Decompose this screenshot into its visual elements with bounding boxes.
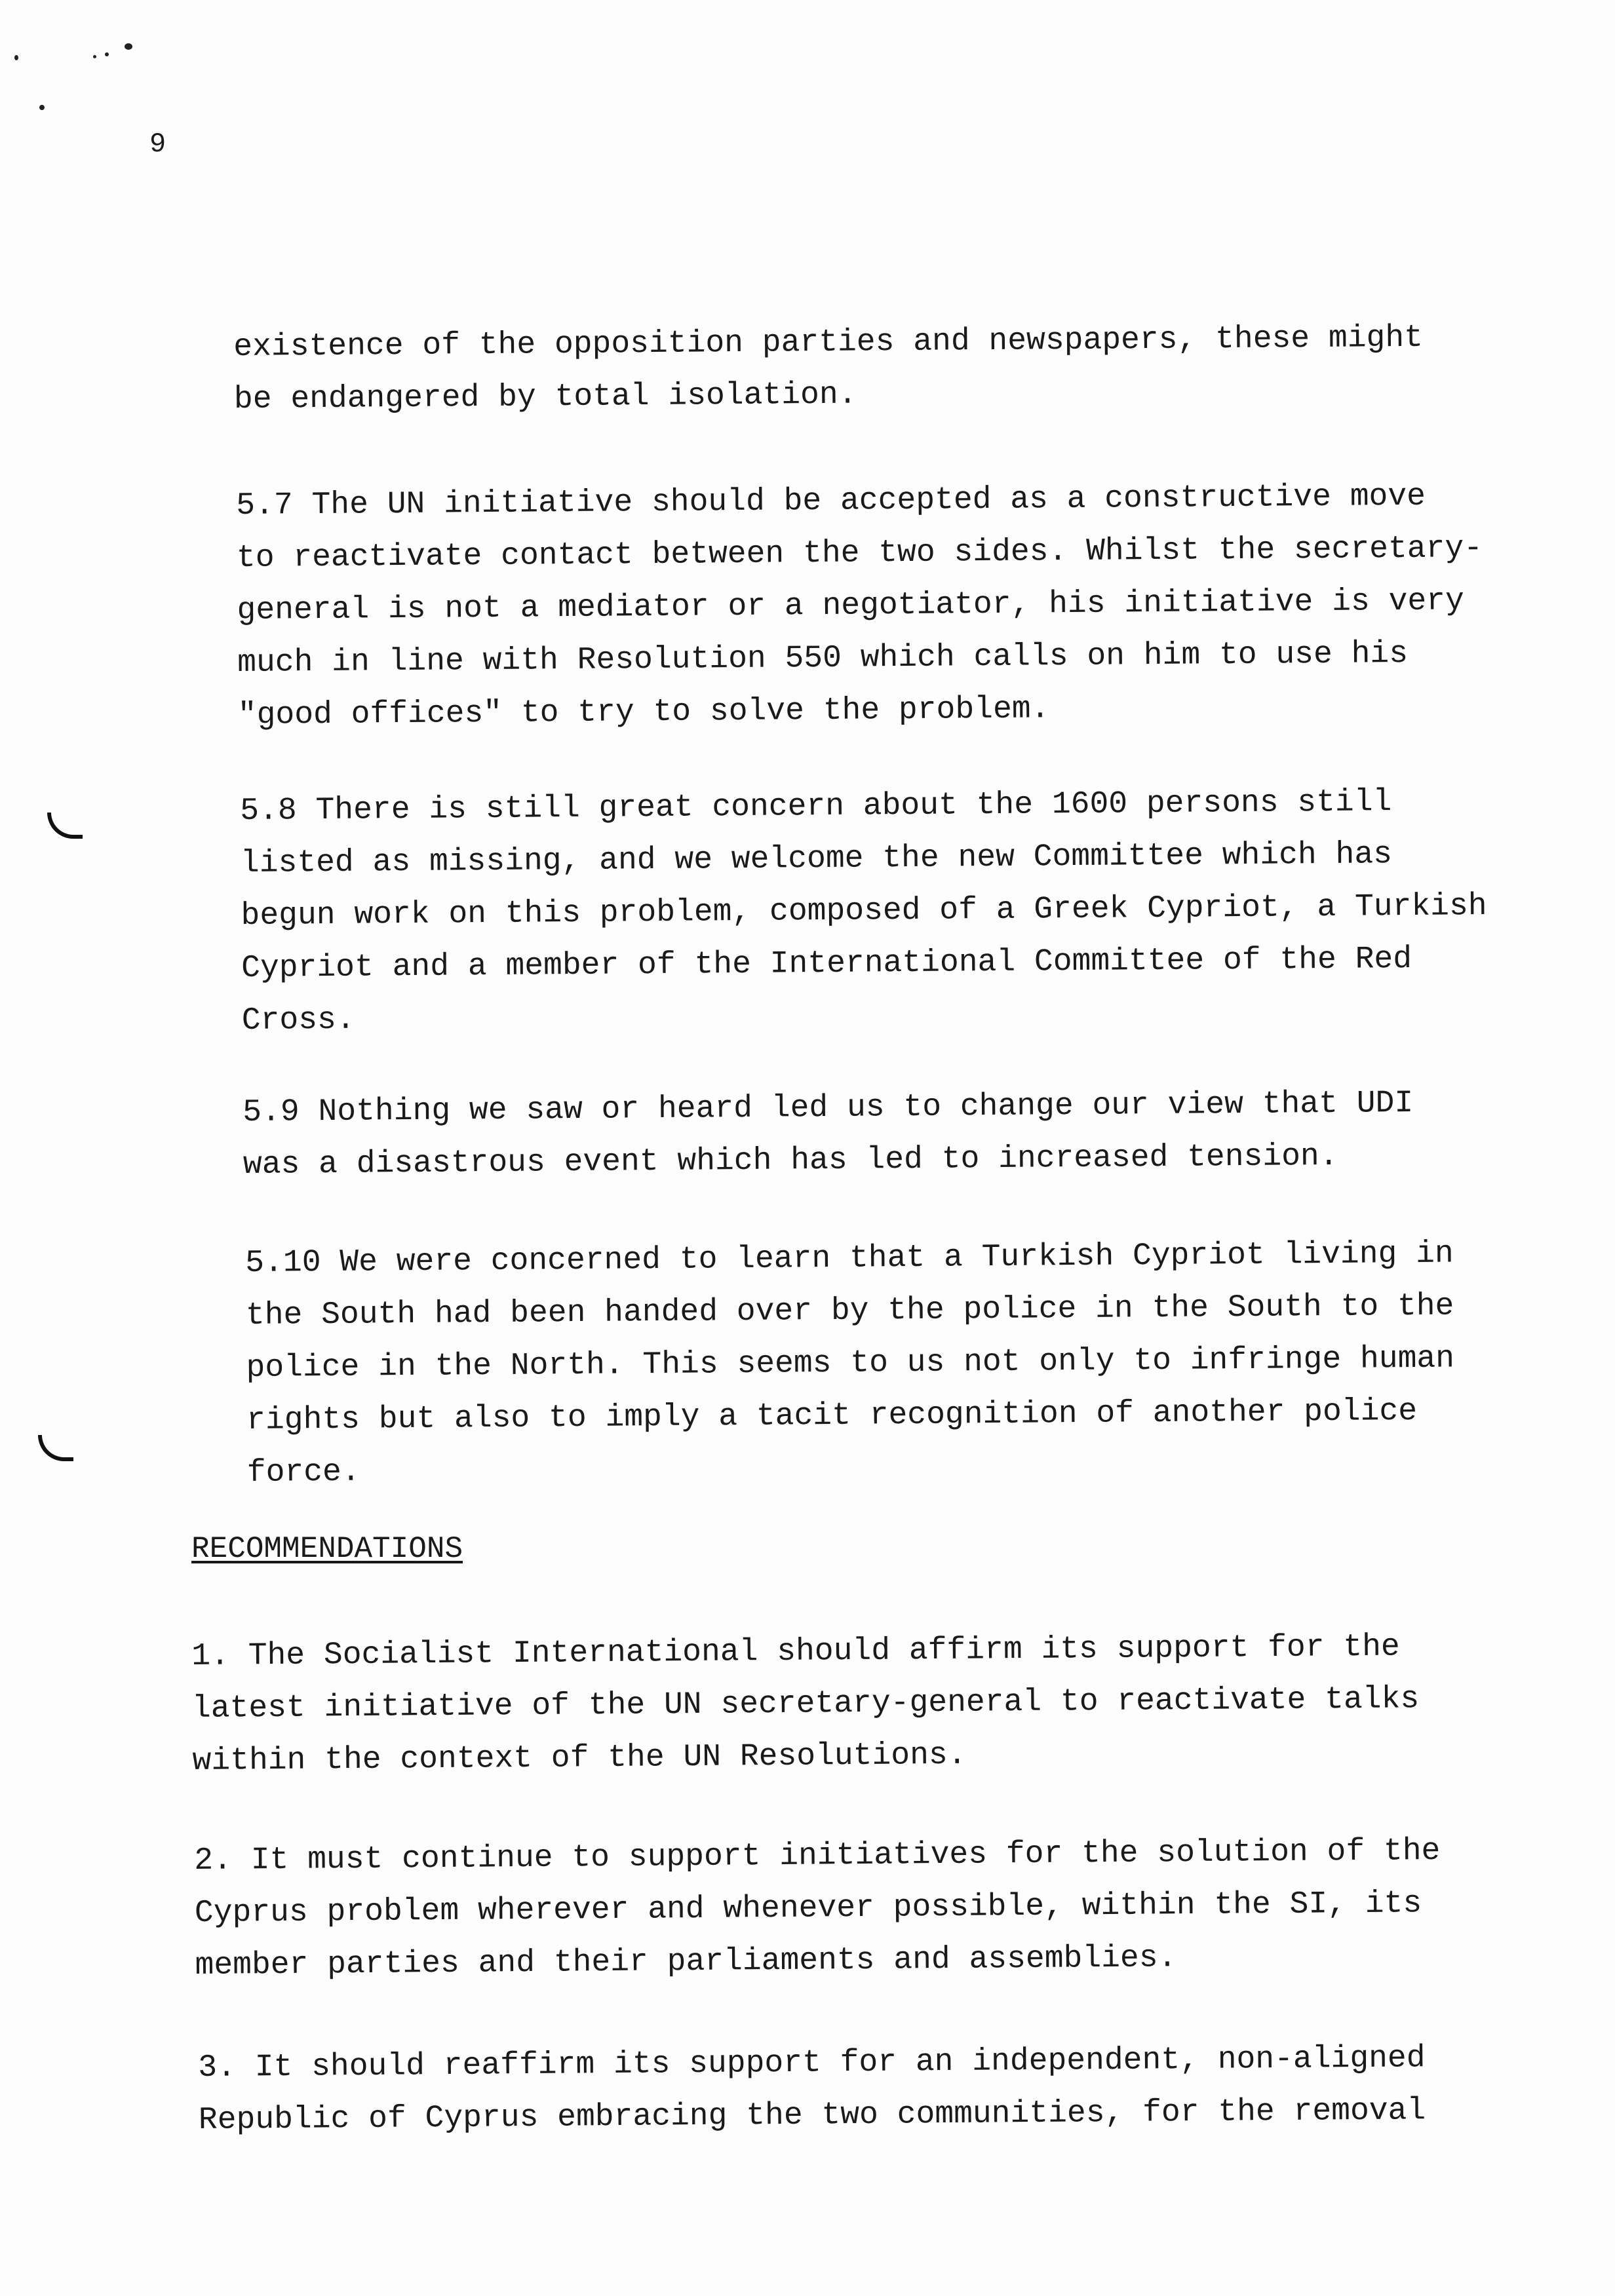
margin-mark (38, 1435, 73, 1461)
paragraph-line: latest initiative of the UN secretary-general to reactivate talks (191, 1681, 1420, 1727)
recommendations-heading: RECOMMENDATIONS (191, 1532, 463, 1566)
scan-speck (125, 43, 132, 50)
paragraph-line: listed as missing, and we welcome the new Committee which has (240, 837, 1393, 881)
paragraph-line: 2. It must continue to support initiatives for the solution of the (194, 1833, 1441, 1879)
recommendation-1 (191, 1620, 1420, 1788)
paragraph-line: within the context of the UN Resolutions. (192, 1737, 967, 1779)
paragraph-line: general is not a mediator or a negotiator, his initiative is very (237, 583, 1465, 628)
paragraph-line: member parties and their parliaments and assemblies. (195, 1940, 1177, 1983)
paragraph-line: the South had been handed over by the police in the South to the (245, 1288, 1454, 1333)
paragraph-5-8 (240, 775, 1488, 1047)
paragraph-line: "good offices" to try to solve the problem. (237, 691, 1050, 733)
margin-mark (47, 813, 83, 839)
recommendation-2 (194, 1825, 1441, 1992)
paragraph-line: force. (246, 1454, 360, 1491)
page-number: 9 (149, 128, 166, 160)
paragraph-5-10 (245, 1228, 1456, 1499)
paragraph-line: 1. The Socialist International should affirm its support for the (191, 1629, 1400, 1674)
paragraph-line: 3. It should reaffirm its support for an independent, non-aligned (198, 2040, 1426, 2086)
paragraph-line: Cyprus problem wherever and whenever possible, within the SI, its (194, 1886, 1422, 1931)
paragraph-line: police in the North. This seems to us not only to infringe human (246, 1341, 1455, 1386)
scan-speck (105, 52, 109, 56)
paragraph-continuation (233, 312, 1424, 426)
paragraph-line: 5.8 There is still great concern about the 1600 persons still (240, 784, 1392, 829)
paragraph-line: rights but also to imply a tacit recognition of another police (246, 1393, 1418, 1438)
scan-speck (14, 55, 18, 60)
paragraph-line: begun work on this problem, composed of a Greek Cypriot, a Turkish (241, 889, 1487, 934)
scan-speck (93, 55, 96, 58)
paragraph-5-7 (236, 470, 1484, 742)
paragraph-line: existence of the opposition parties and newspapers, these might (233, 320, 1424, 365)
paragraph-line: Cypriot and a member of the International Committee of the Red (241, 941, 1412, 986)
paragraph-5-9 (243, 1077, 1414, 1191)
recommendation-3 (198, 2032, 1426, 2147)
paragraph-line: 5.10 We were concerned to learn that a Turkish Cypriot living in (245, 1236, 1454, 1281)
paragraph-line: 5.7 The UN initiative should be accepted as a constructive move (236, 478, 1426, 524)
scan-speck (39, 105, 45, 110)
paragraph-line: Republic of Cyprus embracing the two communities, for the removal (198, 2093, 1426, 2138)
paragraph-line: to reactivate contact between the two sides. Whilst the secretary- (236, 531, 1483, 576)
paragraph-line: was a disastrous event which has led to increased tension. (243, 1138, 1338, 1183)
paragraph-line: 5.9 Nothing we saw or heard led us to change our view that UDI (243, 1085, 1414, 1130)
paragraph-line: be endangered by total isolation. (233, 377, 857, 417)
paragraph-line: much in line with Resolution 550 which calls on him to use his (237, 636, 1409, 681)
paragraph-line: Cross. (241, 1002, 355, 1039)
